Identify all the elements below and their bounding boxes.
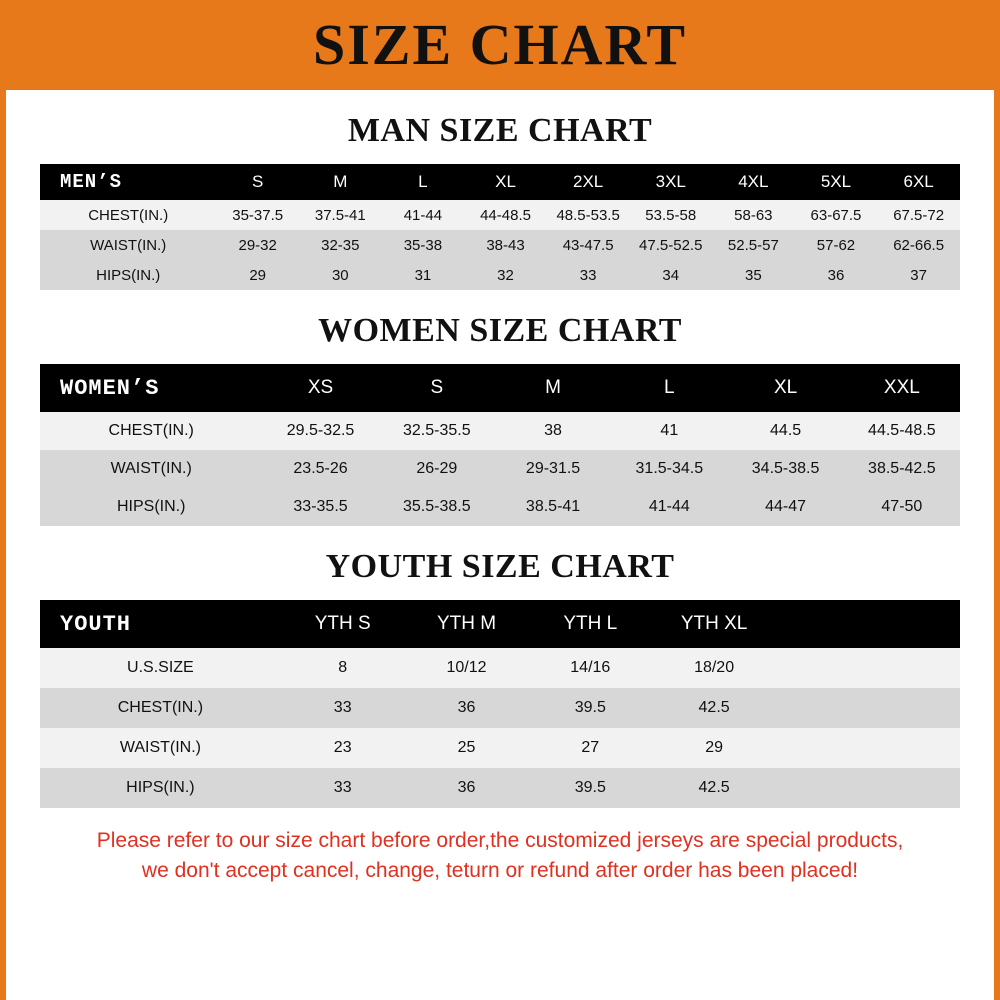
column-header: 4XL xyxy=(712,164,795,200)
table-row xyxy=(40,728,960,768)
cell: 42.5 xyxy=(652,768,776,808)
table-row xyxy=(40,230,960,260)
cell: 29 xyxy=(216,260,299,290)
cell: 25 xyxy=(405,728,529,768)
cell: 32-35 xyxy=(299,230,382,260)
section-women-size-chart xyxy=(6,312,994,526)
column-header: S xyxy=(379,364,495,412)
banner xyxy=(0,0,1000,90)
cell: 36 xyxy=(795,260,878,290)
cell: 39.5 xyxy=(528,688,652,728)
cell: 44.5 xyxy=(727,412,843,450)
cell: 32 xyxy=(464,260,547,290)
cell: 37 xyxy=(877,260,960,290)
cell: 44-47 xyxy=(727,488,843,526)
cell: 29 xyxy=(652,728,776,768)
row-label: CHEST(IN.) xyxy=(40,200,216,230)
youth-size-table xyxy=(40,600,960,808)
cell: 41-44 xyxy=(382,200,465,230)
cell: 31.5-34.5 xyxy=(611,450,727,488)
cell: 29-31.5 xyxy=(495,450,611,488)
cell: 26-29 xyxy=(379,450,495,488)
cell-spacer xyxy=(776,728,960,768)
cell: 33 xyxy=(547,260,630,290)
row-label: WAIST(IN.) xyxy=(40,450,262,488)
column-header: M xyxy=(495,364,611,412)
cell: 34 xyxy=(629,260,712,290)
column-header: M xyxy=(299,164,382,200)
cell: 10/12 xyxy=(405,648,529,688)
cell: 38 xyxy=(495,412,611,450)
table-header-row xyxy=(40,164,960,200)
cell: 30 xyxy=(299,260,382,290)
cell: 43-47.5 xyxy=(547,230,630,260)
cell: 38-43 xyxy=(464,230,547,260)
row-label: HIPS(IN.) xyxy=(40,488,262,526)
cell: 42.5 xyxy=(652,688,776,728)
cell: 41 xyxy=(611,412,727,450)
cell: 63-67.5 xyxy=(795,200,878,230)
table-row xyxy=(40,412,960,450)
column-header: YTH L xyxy=(528,600,652,648)
cell: 44-48.5 xyxy=(464,200,547,230)
cell: 38.5-41 xyxy=(495,488,611,526)
table-row xyxy=(40,768,960,808)
column-header: 6XL xyxy=(877,164,960,200)
column-header: 2XL xyxy=(547,164,630,200)
column-header: 5XL xyxy=(795,164,878,200)
column-header: L xyxy=(611,364,727,412)
table-row xyxy=(40,200,960,230)
note-line-1: Please refer to our size chart before order,the customized jerseys are special products, xyxy=(96,829,904,852)
banner-title: SIZE CHART xyxy=(312,12,688,77)
table-row xyxy=(40,260,960,290)
cell: 67.5-72 xyxy=(877,200,960,230)
table-row xyxy=(40,488,960,526)
column-header: S xyxy=(216,164,299,200)
column-header-spacer xyxy=(776,600,960,648)
header-corner-womens: WOMEN’S xyxy=(40,364,262,412)
cell: 37.5-41 xyxy=(299,200,382,230)
cell: 18/20 xyxy=(652,648,776,688)
cell: 39.5 xyxy=(528,768,652,808)
cell: 23.5-26 xyxy=(262,450,378,488)
cell-spacer xyxy=(776,768,960,808)
column-header: XXL xyxy=(844,364,960,412)
women-size-table xyxy=(40,364,960,526)
cell: 33-35.5 xyxy=(262,488,378,526)
cell: 62-66.5 xyxy=(877,230,960,260)
column-header: 3XL xyxy=(629,164,712,200)
cell: 58-63 xyxy=(712,200,795,230)
section-man-size-chart xyxy=(6,112,994,290)
column-header: XS xyxy=(262,364,378,412)
man-size-table xyxy=(40,164,960,290)
cell: 14/16 xyxy=(528,648,652,688)
row-label: WAIST(IN.) xyxy=(40,728,281,768)
table-header-row xyxy=(40,600,960,648)
section-title-youth: YOUTH SIZE CHART xyxy=(325,548,675,585)
table-header-row xyxy=(40,364,960,412)
header-corner-youth: YOUTH xyxy=(40,600,281,648)
cell: 33 xyxy=(281,688,405,728)
row-label: WAIST(IN.) xyxy=(40,230,216,260)
cell: 36 xyxy=(405,688,529,728)
header-corner-mens: MEN’S xyxy=(40,164,216,200)
row-label: CHEST(IN.) xyxy=(40,688,281,728)
row-label: HIPS(IN.) xyxy=(40,260,216,290)
cell: 27 xyxy=(528,728,652,768)
cell: 31 xyxy=(382,260,465,290)
return-policy-note xyxy=(6,826,994,887)
table-row xyxy=(40,450,960,488)
cell: 35-37.5 xyxy=(216,200,299,230)
cell: 34.5-38.5 xyxy=(727,450,843,488)
cell: 35.5-38.5 xyxy=(379,488,495,526)
column-header: YTH S xyxy=(281,600,405,648)
cell: 29.5-32.5 xyxy=(262,412,378,450)
column-header: YTH M xyxy=(405,600,529,648)
cell: 57-62 xyxy=(795,230,878,260)
cell: 23 xyxy=(281,728,405,768)
cell: 33 xyxy=(281,768,405,808)
column-header: XL xyxy=(464,164,547,200)
cell: 29-32 xyxy=(216,230,299,260)
cell-spacer xyxy=(776,648,960,688)
note-line-2: we don't accept cancel, change, teturn or refund after order has been placed! xyxy=(141,859,859,883)
cell: 52.5-57 xyxy=(712,230,795,260)
cell: 47.5-52.5 xyxy=(629,230,712,260)
section-youth-size-chart xyxy=(6,548,994,808)
row-label: HIPS(IN.) xyxy=(40,768,281,808)
cell: 35 xyxy=(712,260,795,290)
cell: 32.5-35.5 xyxy=(379,412,495,450)
cell: 53.5-58 xyxy=(629,200,712,230)
row-label: CHEST(IN.) xyxy=(40,412,262,450)
row-label: U.S.SIZE xyxy=(40,648,281,688)
section-title-man: MAN SIZE CHART xyxy=(347,112,653,149)
cell: 38.5-42.5 xyxy=(844,450,960,488)
table-row xyxy=(40,648,960,688)
cell: 36 xyxy=(405,768,529,808)
cell-spacer xyxy=(776,688,960,728)
cell: 35-38 xyxy=(382,230,465,260)
cell: 44.5-48.5 xyxy=(844,412,960,450)
column-header: XL xyxy=(727,364,843,412)
cell: 48.5-53.5 xyxy=(547,200,630,230)
cell: 8 xyxy=(281,648,405,688)
section-title-women: WOMEN SIZE CHART xyxy=(318,312,682,349)
table-row xyxy=(40,688,960,728)
column-header: L xyxy=(382,164,465,200)
column-header: YTH XL xyxy=(652,600,776,648)
cell: 47-50 xyxy=(844,488,960,526)
cell: 41-44 xyxy=(611,488,727,526)
